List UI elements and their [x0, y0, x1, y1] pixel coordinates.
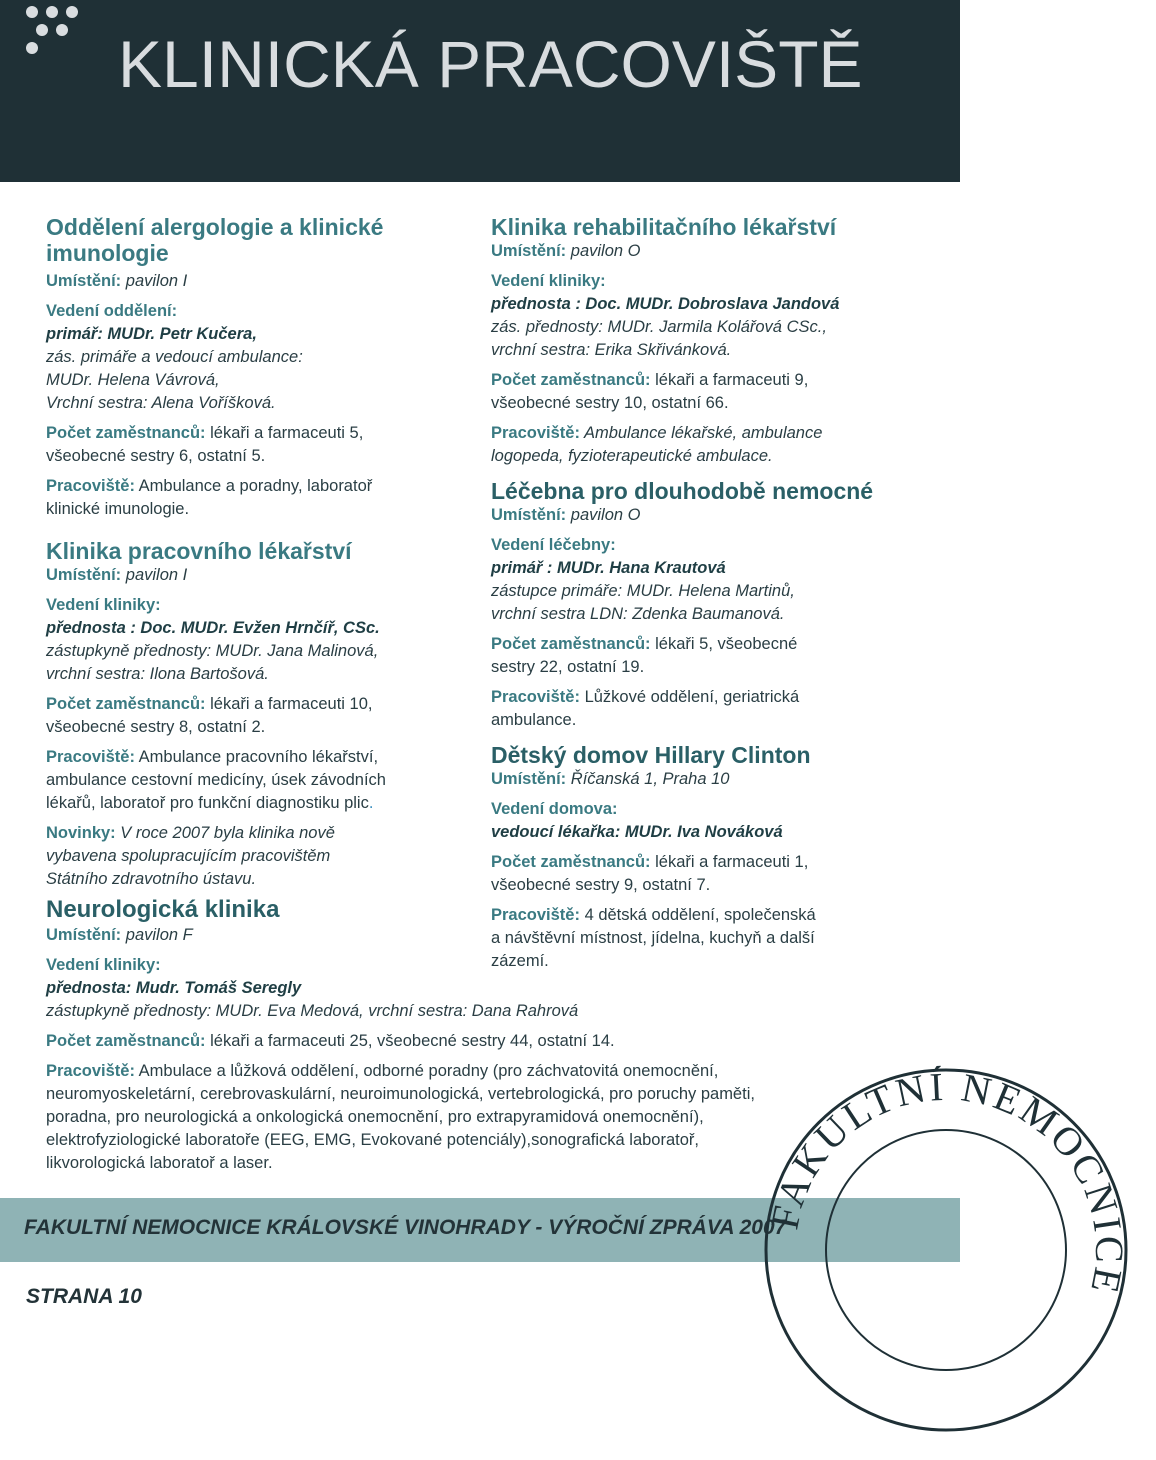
deputy-line: zástupkyně přednosty: MUDr. Eva Medová, vrchní sestra: Dana Rahrová [46, 1002, 579, 1020]
dots-logo-icon [26, 6, 96, 56]
section-occupational: Klinika pracovního lékařství Umístění: pavilon I Vedení kliniky: přednosta : Doc. MUDr. Evžen Hrnčíř, CSc. zástupkyně přednosty: MUDr. Jana Malinová, vrchní sestra: Ilona Bartošová. Počet zaměstnanců: lékaři a farmaceuti 10, všeobecné sestry 8, ostatní 2. Pracoviště: Ambulance pracovního lékařství, ambulance cestovní medicíny, úsek závodních lékařů, laboratoř pro funkční diagnostiku plic. Novinky: V roce 2007 byla klinika nově vybavena spolupracujícím pracovištěm Státního zdravotního ústavu. [46, 538, 486, 891]
deputy-name: MUDr. Helena Vávrová, [46, 371, 220, 389]
location-line: Umístění: pavilon I [46, 566, 188, 584]
management-label: Vedení kliniky: [491, 272, 606, 290]
head-name: vedoucí lékařka: MUDr. Iva Nováková [491, 823, 783, 841]
location-line: Umístění: pavilon F [46, 926, 193, 944]
management-label: Vedení kliniky: [46, 956, 161, 974]
staff-line: Počet zaměstnanců: lékaři a farmaceuti 10, [46, 695, 373, 713]
head-name: přednosta: Mudr. Tomáš Seregly [46, 979, 302, 997]
section-title: Oddělení alergologie a klinické imunologie [46, 214, 384, 266]
section-title: Léčebna pro dlouhodobě nemocné [491, 478, 874, 504]
nurse-line: vrchní sestra: Erika Skřivánková. [491, 341, 732, 359]
footer-title: FAKULTNÍ NEMOCNICE KRÁLOVSKÉ VINOHRADY - VÝROČNÍ ZPRÁVA 2007 [24, 1216, 787, 1239]
section-title: Dětský domov Hillary Clinton [491, 742, 811, 768]
management-label: Vedení domova: [491, 800, 618, 818]
staff-line: Počet zaměstnanců: lékaři a farmaceuti 1, [491, 853, 809, 871]
head-name: primář : MUDr. Hana Krautová [491, 559, 726, 577]
deputy-line: zás. přednosty: MUDr. Jarmila Kolářová CSc., [491, 318, 827, 336]
hospital-seal-icon [736, 1040, 1156, 1460]
nurse-line: vrchní sestra: Ilona Bartošová. [46, 665, 269, 683]
left-column [46, 214, 486, 891]
nurse-line: Vrchní sestra: Alena Voříšková. [46, 394, 276, 412]
management-label: Vedení léčebny: [491, 536, 616, 554]
location-line: Umístění: pavilon O [491, 242, 641, 260]
section-title: Neurologická klinika [46, 896, 280, 923]
news-line: Novinky: V roce 2007 byla klinika nově [46, 824, 335, 842]
nurse-line: vrchní sestra LDN: Zdenka Baumanová. [491, 605, 785, 623]
page-header [0, 0, 960, 182]
staff-line: Počet zaměstnanců: lékaři a farmaceuti 25, všeobecné sestry 44, ostatní 14. [46, 1032, 615, 1050]
workplace-line: Pracoviště: Ambulace a lůžková oddělení, odborné poradny (pro záchvatovitá onemocnění, [46, 1062, 719, 1080]
workplace-line: Pracoviště: 4 dětská oddělení, společenská [491, 906, 816, 924]
section-title: Klinika pracovního lékařství [46, 538, 352, 564]
staff-line: Počet zaměstnanců: lékaři a farmaceuti 5, [46, 424, 364, 442]
section-childhome: Dětský domov Hillary Clinton Umístění: Říčanská 1, Praha 10 Vedení domova: vedoucí lékařka: MUDr. Iva Nováková Počet zaměstnanců: lékaři a farmaceuti 1, všeobecné sestry 9, ostatní 7. Pracoviště: 4 dětská oddělení, společenská a návštěvní místnost, jídelna, kuchyň a další zázemí. [491, 742, 951, 973]
workplace-line: Pracoviště: Ambulance pracovního lékařství, [46, 748, 379, 766]
head-name: přednosta : Doc. MUDr. Dobroslava Jandová [491, 295, 840, 313]
deputy-line: zás. primáře a vedoucí ambulance: [46, 348, 303, 366]
location-line: Umístění: Říčanská 1, Praha 10 [491, 770, 730, 788]
section-title: Klinika rehabilitačního lékařství [491, 214, 837, 240]
staff-line: Počet zaměstnanců: lékaři a farmaceuti 9, [491, 371, 809, 389]
workplace-line: Pracoviště: Ambulance a poradny, laboratoř [46, 477, 373, 495]
section-allergy: Oddělení alergologie a klinické imunologie Umístění: pavilon I Vedení oddělení: primář: MUDr. Petr Kučera, zás. primáře a vedoucí ambulance: MUDr. Helena Vávrová, Vrchní sestra: Alena Voříšková. Počet zaměstnanců: lékaři a farmaceuti 5, všeobecné sestry 6, ostatní 5. Pracoviště: Ambulance a poradny, laboratoř klinické imunologie. [46, 214, 486, 521]
management-label: Vedení kliniky: [46, 596, 161, 614]
workplace-line: Pracoviště: Ambulance lékařské, ambulance [491, 424, 823, 442]
page-title: KLINICKÁ PRACOVIŠTĚ [118, 27, 863, 101]
section-longterm: Léčebna pro dlouhodobě nemocné Umístění: pavilon O Vedení léčebny: primář : MUDr. Hana Krautová zástupce primáře: MUDr. Helena Martinů, vrchní sestra LDN: Zdenka Baumanová. Počet zaměstnanců: lékaři 5, všeobecné sestry 22, ostatní 19. Pracoviště: Lůžkové oddělení, geriatrická ambulance. [491, 478, 951, 732]
section-neurology: Neurologická klinika Umístění: pavilon F Vedení kliniky: přednosta: Mudr. Tomáš Seregly zástupkyně přednosty: MUDr. Eva Medová, vrchní sestra: Dana Rahrová Počet zaměstnanců: lékaři a farmaceuti 25, všeobecné sestry 44, ostatní 14. Pracoviště: Ambulace a lůžková oddělení, odborné poradny (pro záchvatovitá onemocnění, neuromyoskeletární, cerebrovaskulární, neuroimunologická, vertebrologická, pro poruchy paměti, poradna, pro neurologická a onkologická onemocnění, pro extrapyramidová onemocnění), elektrofyziologické laboratoře (EEG, EMG, Evokované potenciály),sonografická laboratoř, likvorologická laboratoř a laser. [46, 896, 936, 1175]
head-name: primář: MUDr. Petr Kučera, [46, 325, 257, 343]
deputy-line: zástupkyně přednosty: MUDr. Jana Malinová, [46, 642, 379, 660]
section-rehab: Klinika rehabilitačního lékařství Umístění: pavilon O Vedení kliniky: přednosta : Doc. MUDr. Dobroslava Jandová zás. přednosty: MUDr. Jarmila Kolářová CSc., vrchní sestra: Erika Skřivánková. Počet zaměstnanců: lékaři a farmaceuti 9, všeobecné sestry 10, ostatní 66. Pracoviště: Ambulance lékařské, ambulance logopeda, fyzioterapeutické ambulace. [491, 214, 951, 468]
deputy-line: zástupce primáře: MUDr. Helena Martinů, [491, 582, 795, 600]
right-column [491, 214, 951, 973]
seal-text: FAKULTNÍ NEMOCNICE [761, 1063, 1133, 1300]
head-name: přednosta : Doc. MUDr. Evžen Hrnčíř, CSc. [46, 619, 380, 637]
workplace-line: Pracoviště: Lůžkové oddělení, geriatrická [491, 688, 800, 706]
staff-line: Počet zaměstnanců: lékaři 5, všeobecné [491, 635, 798, 653]
svg-text:FAKULTNÍ NEMOCNICE [761, 1064, 1132, 1300]
management-label: Vedení oddělení: [46, 302, 178, 320]
location-line: Umístění: pavilon O [491, 506, 641, 524]
location-line: Umístění: pavilon I [46, 272, 188, 290]
page-number: STRANA 10 [26, 1285, 142, 1308]
